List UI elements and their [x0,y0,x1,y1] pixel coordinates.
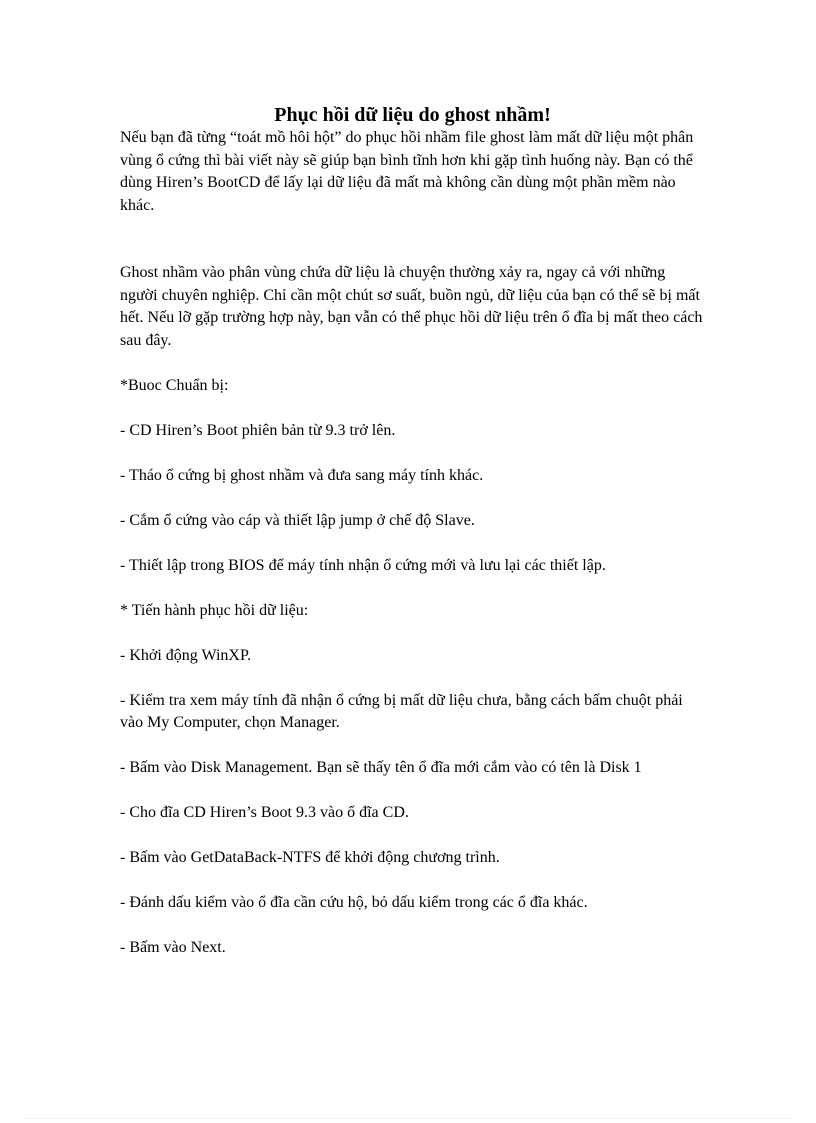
prep-step: - Thiết lập trong BIOS để máy tính nhận ổ cứng mới và lưu lại các thiết lập. [120,556,606,574]
intro-paragraph: Nếu bạn đã từng “toát mồ hôi hột” do phục hồi nhầm file ghost làm mất dữ liệu một phân vùng ổ cứng thì bài viết này sẽ giúp bạn bình tĩnh hơn khi gặp tình huống này. Bạn có thể dùng Hiren’s BootCD để lấy lại dữ liệu đã mất mà không cần dùng một phần mềm nào khác. [120,129,694,214]
recover-step: - Bấm vào Next. [120,939,226,956]
recover-step: - Đánh dấu kiểm vào ổ đĩa cần cứu hộ, bỏ dấu kiểm trong các ổ đĩa khác. [120,894,588,911]
recover-step: - Khởi động WinXP. [120,646,252,664]
recover-heading: * Tiến hành phục hồi dữ liệu: [120,601,309,619]
recover-step: - Bấm vào Disk Management. Bạn sẽ thấy tên ổ đĩa mới cắm vào có tên là Disk 1 [120,759,642,776]
prep-step: - CD Hiren’s Boot phiên bản từ 9.3 trở lên. [120,421,396,439]
recover-step: - Bấm vào GetDataBack-NTFS để khởi động chương trình. [120,849,500,866]
document-title: Phục hồi dữ liệu do ghost nhầm! [274,104,551,126]
prep-step: - Cắm ổ cứng vào cáp và thiết lập jump ở chế độ Slave. [120,511,475,529]
body-paragraph: Ghost nhầm vào phân vùng chứa dữ liệu là chuyện thường xảy ra, ngay cả với những người chuyên nghiệp. Chỉ cần một chút sơ suất, buồn ngủ, dữ liệu của bạn có thể sẽ bị mất hết. Nếu lỡ gặp trường hợp này, bạn vẫn có thể phục hồi dữ liệu trên ổ đĩa bị mất theo cách sau đây. [120,264,703,349]
document-page [120,103,705,960]
recover-step: - Cho đĩa CD Hiren’s Boot 9.3 vào ổ đĩa CD. [120,804,409,821]
page-bottom-divider [25,1118,791,1119]
recover-step: - Kiểm tra xem máy tính đã nhận ổ cứng bị mất dữ liệu chưa, bằng cách bấm chuột phải vào My Computer, chọn Manager. [120,691,683,731]
prep-heading: *Buoc Chuẩn bị: [120,376,229,394]
prep-step: - Tháo ổ cứng bị ghost nhầm và đưa sang máy tính khác. [120,466,484,484]
